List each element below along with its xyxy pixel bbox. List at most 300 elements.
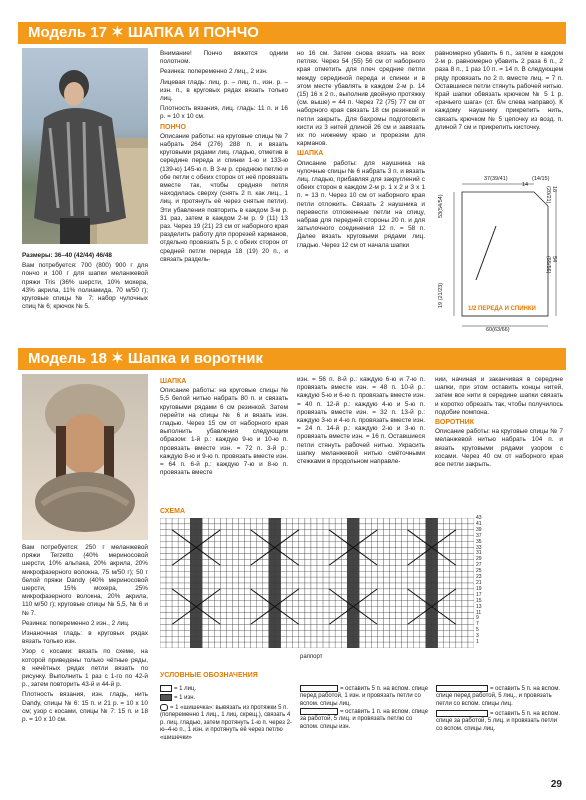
chart-cell — [275, 583, 281, 589]
chart-cell — [450, 636, 456, 642]
chart-cell — [196, 536, 202, 542]
chart-cell — [275, 642, 281, 648]
chart-cell — [257, 524, 263, 530]
model17-col2 — [160, 50, 288, 266]
chart-cell — [468, 595, 474, 601]
chart-cell — [426, 636, 432, 642]
chart-cell — [365, 518, 371, 524]
chart-cell — [377, 595, 383, 601]
bobble-symbol — [160, 704, 168, 711]
chart-cell — [190, 636, 196, 642]
chart-cell — [178, 577, 184, 583]
chart-cell — [414, 571, 420, 577]
chart-cell — [426, 536, 432, 542]
row-number: 15 — [476, 597, 482, 604]
chart-cell — [377, 601, 383, 607]
chart-cell — [257, 630, 263, 636]
chart-cell — [365, 642, 371, 648]
chart-cell — [239, 518, 245, 524]
chart-cell — [208, 548, 214, 554]
chart-cell — [263, 524, 269, 530]
chart-cell — [245, 548, 251, 554]
chart-cell — [257, 571, 263, 577]
chart-cell — [377, 613, 383, 619]
chart-cell — [377, 630, 383, 636]
knit-symbol — [160, 685, 172, 692]
chart-cell — [353, 618, 359, 624]
chart-cell — [269, 553, 275, 559]
chart-cell — [202, 559, 208, 565]
chart-cell — [444, 601, 450, 607]
chart-cell — [293, 636, 299, 642]
chart-cell — [456, 613, 462, 619]
chart-cell — [257, 642, 263, 648]
chart-cell — [196, 630, 202, 636]
chart-cell — [166, 559, 172, 565]
chart-cell — [396, 530, 402, 536]
chart-cell — [432, 559, 438, 565]
chart-cell — [251, 630, 257, 636]
chart-cell — [402, 613, 408, 619]
chart-cell — [383, 630, 389, 636]
chart-cell — [323, 536, 329, 542]
chart-cell — [335, 542, 341, 548]
chart-cell — [166, 577, 172, 583]
chart-cell — [263, 565, 269, 571]
chart-cell — [263, 518, 269, 524]
chart-cell — [347, 571, 353, 577]
chart-cell — [275, 613, 281, 619]
chart-cell — [389, 542, 395, 548]
chart-cell — [311, 548, 317, 554]
chart-cell — [293, 607, 299, 613]
chart-cell — [245, 624, 251, 630]
row-number: 23 — [476, 574, 482, 581]
chart-cell — [239, 595, 245, 601]
chart-cell — [190, 559, 196, 565]
chart-cell — [414, 542, 420, 548]
chart-cell — [396, 589, 402, 595]
chart-cell — [371, 601, 377, 607]
chart-cell — [468, 618, 474, 624]
chart-cell — [359, 642, 365, 648]
chart-cell — [414, 601, 420, 607]
chart-cell — [299, 589, 305, 595]
chart-cell — [341, 571, 347, 577]
chart-cell — [408, 524, 414, 530]
chart-cell — [184, 583, 190, 589]
chart-cell — [232, 524, 238, 530]
chart-cell — [347, 613, 353, 619]
chart-cell — [335, 601, 341, 607]
chart-cell — [202, 642, 208, 648]
chart-cell — [377, 636, 383, 642]
chart-cell — [184, 624, 190, 630]
chart-cell — [184, 577, 190, 583]
chart-cell — [347, 577, 353, 583]
chart-cell — [456, 571, 462, 577]
legend-cross-3: = оставить 5 п. на вспом. спице перед работой, 5 лиц., и провязать петли со вспом. спицы лиц. — [436, 686, 561, 707]
chart-cell — [317, 607, 323, 613]
chart-cell — [305, 542, 311, 548]
model17-col3 — [297, 50, 425, 252]
chart-cell — [311, 518, 317, 524]
chart-cell — [214, 553, 220, 559]
model18-gauge: Плотность вязания, изн. гладь, нить Dandy, спицы № 6: 15 п. и 21 р. = 10 х 10 см; узор с косами, спицы № 7: 15 п. и 18 р. = 10 х 10 см. — [22, 691, 148, 724]
chart-cell — [311, 618, 317, 624]
chart-cell — [462, 530, 468, 536]
chart-cell — [269, 618, 275, 624]
chart-cell — [311, 607, 317, 613]
chart-cell — [396, 565, 402, 571]
chart-cell — [184, 642, 190, 648]
chart-cell — [323, 589, 329, 595]
chart-cell — [287, 571, 293, 577]
chart-cell — [414, 636, 420, 642]
chart-cell — [251, 542, 257, 548]
chart-cell — [178, 518, 184, 524]
legend-cross-2: = оставить 1 п. на вспом. спице за работой, 5 лиц. и провязать петлю со вспом. спицы изн. — [300, 709, 428, 730]
chart-cell — [172, 607, 178, 613]
chart-cell — [281, 630, 287, 636]
chart-cell — [299, 636, 305, 642]
chart-cell — [402, 577, 408, 583]
chart-cell — [226, 518, 232, 524]
chart-cell — [450, 595, 456, 601]
chart-cell — [257, 542, 263, 548]
chart-cell — [359, 518, 365, 524]
chart-cell — [160, 536, 166, 542]
chart-cell — [432, 571, 438, 577]
chart-cell — [305, 518, 311, 524]
chart-cell — [293, 642, 299, 648]
chart-cell — [160, 642, 166, 648]
chart-cell — [299, 577, 305, 583]
chart-cell — [226, 571, 232, 577]
chart-cell — [245, 536, 251, 542]
chart-cell — [359, 583, 365, 589]
chart-cell — [468, 518, 474, 524]
chart-cell — [444, 577, 450, 583]
chart-cell — [365, 624, 371, 630]
chart-cell — [317, 518, 323, 524]
chart-cell — [383, 530, 389, 536]
chart-cell — [383, 642, 389, 648]
chart-cell — [402, 518, 408, 524]
chart-cell — [383, 636, 389, 642]
chart-cell — [353, 553, 359, 559]
m17-gauge: Плотность вязания, лиц. гладь: 11 п. и 16 р. = 10 х 10 см. — [160, 105, 288, 121]
chart-cell — [359, 624, 365, 630]
chart-cell — [299, 571, 305, 577]
chart-cell — [166, 583, 172, 589]
chart-cell — [184, 589, 190, 595]
chart-cell — [456, 530, 462, 536]
chart-cell — [408, 624, 414, 630]
chart-cell — [190, 530, 196, 536]
chart-cell — [196, 595, 202, 601]
chart-cell — [214, 565, 220, 571]
cable-back-symbol — [436, 710, 488, 717]
chart-cell — [329, 583, 335, 589]
chart-cell — [414, 548, 420, 554]
chart-cell — [335, 636, 341, 642]
chart-cell — [184, 524, 190, 530]
chart-cell — [389, 618, 395, 624]
chart-cell — [456, 542, 462, 548]
chart-cell — [299, 618, 305, 624]
chart-cell — [257, 583, 263, 589]
chart-cell — [365, 601, 371, 607]
chart-cell — [462, 618, 468, 624]
chart-cell — [293, 542, 299, 548]
chart-cell — [462, 553, 468, 559]
chart-cell — [396, 601, 402, 607]
chart-cell — [462, 613, 468, 619]
chart-cell — [287, 601, 293, 607]
chart-cell — [408, 548, 414, 554]
chart-cell — [287, 548, 293, 554]
chart-cell — [408, 613, 414, 619]
row-number: 3 — [476, 633, 479, 640]
chart-cell — [329, 542, 335, 548]
chart-cell — [184, 571, 190, 577]
chart-cell — [208, 636, 214, 642]
chart-cell — [396, 613, 402, 619]
chart-cell — [166, 530, 172, 536]
chart-cell — [232, 559, 238, 565]
chart-cell — [329, 524, 335, 530]
chart-cell — [232, 636, 238, 642]
chart-cell — [196, 636, 202, 642]
chart-cell — [420, 571, 426, 577]
legend-bobble: = 1 «шишечка»: вывязать из протяжки 5 п. (попеременно 1 лиц., 1 лиц. скрещ.), связать 4 р. лиц. гладью, затем протянуть 1-ю п. через 2-ю–4-ю п., 1 изн. и протянуть её через петлю «шишечки» — [160, 705, 292, 741]
chart-cell — [353, 613, 359, 619]
chart-cell — [335, 565, 341, 571]
chart-cell — [420, 589, 426, 595]
chart-cell — [329, 624, 335, 630]
chart-cell — [408, 571, 414, 577]
chart-cell — [444, 636, 450, 642]
chart-cell — [426, 565, 432, 571]
chart-cell — [293, 595, 299, 601]
chart-cell — [402, 548, 408, 554]
chart-cell — [323, 565, 329, 571]
chart-cell — [377, 542, 383, 548]
chart-cell — [365, 607, 371, 613]
chart-cell — [257, 518, 263, 524]
chart-cell — [160, 518, 166, 524]
chart-cell — [232, 542, 238, 548]
chart-cell — [414, 642, 420, 648]
chart-cell — [462, 542, 468, 548]
chart-cell — [377, 548, 383, 554]
chart-cell — [317, 524, 323, 530]
hat18-text: Описание работы: на круговые спицы № 5,5 белой нитью набрать 80 п. и связать круговыми рядами 6 см резинкой. Затем перейти на спицы № 6 и вязать изн. гладью. Через 15 см от наборного края выполнить убавления следующим образом: 1-й р.: каждую 9-ю и 10-ю п. провязать вместе изн. = 72 п. 3-й р.: каждую 8-ю и 9-ю п. провязать вместе изн. = 64 п. 6-й р.: каждую 7-ю и 8-ю п. провязать вместе — [160, 387, 288, 477]
chart-cell — [359, 559, 365, 565]
chart-cell — [263, 642, 269, 648]
chart-cell — [305, 583, 311, 589]
chart-cell — [353, 565, 359, 571]
chart-cell — [371, 565, 377, 571]
chart-cell — [389, 613, 395, 619]
chart-cell — [269, 518, 275, 524]
chart-cell — [190, 571, 196, 577]
chart-cell — [329, 642, 335, 648]
chart-cell — [389, 518, 395, 524]
chart-cell — [438, 524, 444, 530]
chart-cell — [353, 636, 359, 642]
chart-cell — [426, 624, 432, 630]
chart-cell — [245, 530, 251, 536]
chart-cell — [389, 583, 395, 589]
chart-cell — [335, 607, 341, 613]
chart-cell — [226, 530, 232, 536]
chart-cell — [245, 571, 251, 577]
chart-cell — [166, 618, 172, 624]
chart-cell — [299, 542, 305, 548]
chart-cell — [353, 571, 359, 577]
chart-cell — [389, 636, 395, 642]
chart-cell — [329, 636, 335, 642]
chart-cell — [245, 518, 251, 524]
chart-cell — [402, 589, 408, 595]
chart-cell — [408, 642, 414, 648]
chart-cell — [341, 530, 347, 536]
chart-cell — [438, 636, 444, 642]
chart-cell — [383, 589, 389, 595]
chart-cell — [166, 542, 172, 548]
chart-cell — [305, 607, 311, 613]
cable-chart-grid — [160, 518, 474, 648]
chart-cell — [190, 577, 196, 583]
chart-cell — [202, 571, 208, 577]
chart-cell — [420, 630, 426, 636]
chart-cell — [468, 553, 474, 559]
chart-cell — [450, 642, 456, 648]
chart-cell — [377, 618, 383, 624]
chart-cell — [377, 565, 383, 571]
chart-cell — [323, 553, 329, 559]
chart-cell — [190, 624, 196, 630]
model18-purl: Изнаночная гладь: в круговых рядах вязать только изн. — [22, 630, 148, 646]
chart-cell — [462, 524, 468, 530]
chart-cell — [438, 530, 444, 536]
chart-cell — [408, 595, 414, 601]
chart-cell — [383, 565, 389, 571]
chart-cell — [317, 618, 323, 624]
chart-cell — [220, 589, 226, 595]
chart-cell — [226, 642, 232, 648]
chart-cell — [160, 601, 166, 607]
chart-cell — [389, 595, 395, 601]
chart-cell — [317, 536, 323, 542]
chart-cell — [160, 524, 166, 530]
chart-cell — [450, 577, 456, 583]
chart-cell — [160, 583, 166, 589]
chart-cell — [426, 630, 432, 636]
chart-cell — [329, 613, 335, 619]
chart-cell — [377, 530, 383, 536]
chart-cell — [353, 559, 359, 565]
chart-cell — [299, 607, 305, 613]
chart-cell — [347, 589, 353, 595]
chart-cell — [347, 595, 353, 601]
chart-cell — [420, 565, 426, 571]
chart-cell — [245, 524, 251, 530]
chart-cell — [408, 583, 414, 589]
chart-cell — [269, 559, 275, 565]
chart-cell — [462, 565, 468, 571]
chart-cell — [438, 565, 444, 571]
chart-cell — [269, 530, 275, 536]
hat17-text: Описание работы: для наушника на чулочные спицы № 6 набрать 3 п. и вязать лиц. гладью, прибавляя для закруглений с обеих сторон в каждом 2-м р. 1 х 2 и 3 х 1 п. = 13 п. Через 10 см от наборного края петли отложить. Связать 2 наушника и перевести отложенные петли на спицу, набрав для передней стороны 20 п. и для затылочного соединения 12 п. = 58 п. Далее вязать круговыми рядами лиц. гладью. Через 12 см от начала шапки — [297, 159, 425, 249]
chart-cell — [269, 536, 275, 542]
row-number: 27 — [476, 562, 482, 569]
chart-cell — [462, 536, 468, 542]
m17-note: Внимание! Пончо вяжется одним полотном. — [160, 50, 288, 66]
chart-cell — [462, 548, 468, 554]
chart-cell — [239, 618, 245, 624]
chart-cell — [444, 571, 450, 577]
chart-cell — [160, 607, 166, 613]
chart-cell — [160, 636, 166, 642]
chart-cell — [299, 530, 305, 536]
chart-cell — [444, 542, 450, 548]
chart-cell — [371, 577, 377, 583]
chart-cell — [220, 565, 226, 571]
chart-cell — [341, 577, 347, 583]
m17-rib: Резинка: попеременно 2 лиц., 2 изн. — [160, 68, 268, 76]
chart-cell — [269, 565, 275, 571]
chart-cell — [239, 642, 245, 648]
chart-cell — [263, 624, 269, 630]
chart-cell — [220, 613, 226, 619]
chart-cell — [450, 630, 456, 636]
chart-cell — [377, 571, 383, 577]
chart-cell — [444, 548, 450, 554]
row-number: 35 — [476, 538, 482, 545]
chart-cell — [432, 553, 438, 559]
chart-cell — [239, 607, 245, 613]
chart-cell — [196, 565, 202, 571]
chart-cell — [468, 589, 474, 595]
row-number: 13 — [476, 603, 482, 610]
chart-cell — [208, 565, 214, 571]
chart-cell — [251, 536, 257, 542]
chart-cell — [468, 530, 474, 536]
chart-cell — [190, 565, 196, 571]
chart-cell — [275, 530, 281, 536]
chart-cell — [172, 553, 178, 559]
chart-cell — [432, 518, 438, 524]
chart-cell — [462, 607, 468, 613]
chart-cell — [196, 553, 202, 559]
chart-cell — [281, 589, 287, 595]
chart-cell — [426, 559, 432, 565]
chart-cell — [468, 536, 474, 542]
chart-cell — [432, 565, 438, 571]
chart-cell — [214, 577, 220, 583]
chart-cell — [160, 624, 166, 630]
chart-cell — [245, 559, 251, 565]
chart-cell — [353, 518, 359, 524]
chart-cell — [347, 553, 353, 559]
chart-cell — [353, 530, 359, 536]
chart-cell — [420, 577, 426, 583]
chart-cell — [275, 518, 281, 524]
chart-cell — [444, 642, 450, 648]
